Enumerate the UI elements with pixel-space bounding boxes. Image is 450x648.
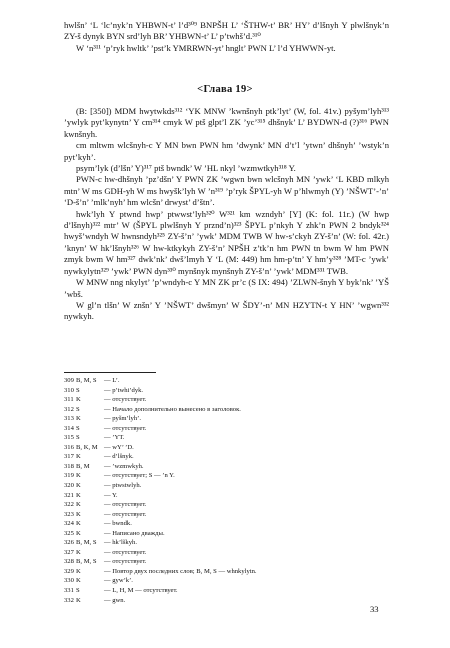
footnote-text: — L, H, M — отсутствует. bbox=[104, 587, 178, 595]
footnote-text: — gyw’k’. bbox=[104, 577, 133, 585]
footnote bbox=[64, 376, 364, 386]
footnote-text: — отсутствует. bbox=[104, 558, 147, 566]
footnote-src: K bbox=[76, 482, 81, 490]
paragraph: W gl’n tlšn’ W znšn’ Y ’NŠWT’ dwšmyn’ W ŠDY’-n’ MN HZYTN-t Y HN’ ’wgwn³³² nywkyh. bbox=[64, 299, 389, 322]
footnote-src: B, M, S bbox=[76, 377, 97, 384]
footnote-num: 327 bbox=[64, 548, 74, 556]
footnote-num: 326 bbox=[64, 539, 74, 547]
footnote bbox=[64, 586, 364, 596]
footnote-text: — wY’ ’D. bbox=[104, 443, 134, 451]
footnote bbox=[64, 471, 364, 481]
footnote-text: — ptwstwlyh. bbox=[104, 482, 142, 490]
footnote-num: 329 bbox=[64, 567, 74, 575]
footnote-src: K bbox=[76, 501, 81, 509]
footnote-num: 315 bbox=[64, 434, 74, 442]
footnote-text: — d’lšnyk. bbox=[104, 453, 134, 461]
footnote-src: K bbox=[76, 529, 81, 537]
footnote-num: 325 bbox=[64, 529, 74, 537]
footnote-src: K bbox=[76, 396, 81, 404]
footnote bbox=[64, 424, 364, 434]
footnote-text: — Повтор двух последних слов; B, M, S — whnkylytn. bbox=[104, 567, 257, 575]
footnote-num: 311 bbox=[64, 396, 74, 404]
footnote-text: — отсутствует; S — ’n Y. bbox=[104, 472, 175, 480]
footnote-num: 322 bbox=[64, 501, 74, 509]
footnote-num: 313 bbox=[64, 415, 74, 423]
footnote-src: K bbox=[76, 453, 81, 461]
footnote-num: 318 bbox=[64, 462, 74, 470]
footnote-num: 314 bbox=[64, 424, 74, 432]
footnote-src: K bbox=[76, 472, 81, 480]
footnote bbox=[64, 414, 364, 424]
footnote-src: K bbox=[76, 577, 81, 585]
footnote-num: 323 bbox=[64, 510, 74, 518]
footnote-num: 321 bbox=[64, 491, 74, 499]
footnote-text: — Начало дополнительно вынесено в заголовок. bbox=[104, 405, 241, 413]
footnote bbox=[64, 481, 364, 491]
paragraph: cm mltwm wlcšnyh-c Y MN bwn PWN hm ’dwynk’ MN d’t’l ’ytwn’ dhšnyh’ ’wstyk’n pyt’kyh’. bbox=[64, 140, 389, 162]
footnote-src: S bbox=[76, 434, 80, 442]
footnote-src: S bbox=[76, 424, 80, 432]
footnote bbox=[64, 491, 364, 501]
footnote bbox=[64, 548, 364, 558]
footnote-src: B, M bbox=[76, 462, 90, 470]
paragraph: hwlšn’ ‘L ‘lc’nyk’n YHBWN-t’ l’d³⁰⁹ BNPŠH L’ ‘ŠTHW-t’ BR’ HY’ d’lšnyh Y plwlšnyk’n ZY-š dynyk BYN srd’lyh BR’ YHBWN-t’ L’ p’twhš’d.³¹⁰ bbox=[64, 20, 389, 42]
footnote bbox=[64, 395, 364, 405]
footnotes bbox=[64, 376, 364, 605]
footnote-num: 330 bbox=[64, 577, 74, 585]
footnote-src: B, M, S bbox=[76, 558, 97, 566]
footnote-src: B, K, M bbox=[76, 443, 98, 451]
top-text-block bbox=[64, 20, 389, 54]
footnote-text: — hk’lškyh. bbox=[104, 539, 137, 547]
footnote-num: 319 bbox=[64, 472, 74, 480]
footnote-text: — отсутствует. bbox=[104, 501, 147, 509]
footnote-text: — ’YT. bbox=[104, 434, 125, 442]
footnote-src: K bbox=[76, 567, 81, 575]
footnote-text: — Написано дважды. bbox=[104, 529, 165, 537]
footnote-src: K bbox=[76, 520, 81, 528]
footnote bbox=[64, 519, 364, 529]
footnote-text: — отсутствует. bbox=[104, 510, 147, 518]
paragraph: W MNW nng nkylyt’ ’p’wndyh-c Y MN ZK pr’c (S IX: 494) ’ZLWN-šnyh Y byk’nk’ ’YŠ ’wbš. bbox=[64, 277, 389, 299]
paragraph: hwk’lyh Y ptwnd hwp’ ptwwst’lyh³²⁰ W³²¹ km wzndyh’ [Y] (K: fol. 11r.) (W hwp d’lšnyh)³²² mtr’ W (ŠPYL plwlšnyh Y prznd’n)³²³ ŠPYL p’nkyh Y zhk’n PWN 2 bndyk³²⁴ hwyš’wndyh W hwnsndyh³²⁵ ZY-š’n’ ’ywk’ MDM TWB W hw-s’ckyh ZY-š’n’ (W: fol. 42r.) ’knyn’ W hk’lšnyh³²⁶ W hw-ktkykyh ZY-š’n’ NPŠH z’tk’n hm PWN tn bwm W hm PWN zmyk bwm W hm³²⁷ dwk’nk’ dwš’lmyh Y ‘L (M: 449) hm hm-p’tn’ Y hm’y³²⁸ ’MT-c ’ywk’ nywkylytn³²⁹ ’ywk’ PWN dyn³³⁰ mynšnyk mynšnyh ZY-š’n’ ’ywk’ MDM³³¹ TWB. bbox=[64, 208, 389, 276]
footnote-num: 331 bbox=[64, 587, 74, 595]
footnote bbox=[64, 538, 364, 548]
footnote-text: — отсутствует. bbox=[104, 396, 147, 404]
footnote bbox=[64, 462, 364, 472]
footnote-src: S bbox=[76, 587, 80, 595]
footnote bbox=[64, 576, 364, 586]
footnote bbox=[64, 452, 364, 462]
chapter-heading: <Глава 19> bbox=[197, 84, 253, 95]
footnote bbox=[64, 567, 364, 577]
footnote-text: — отсутствует. bbox=[104, 548, 147, 556]
footnote-text: — gwn. bbox=[104, 596, 126, 604]
footnote-text: — Y. bbox=[104, 491, 118, 499]
footnote-num: 332 bbox=[64, 596, 74, 604]
footnote-text: — ’wzmwkyh. bbox=[104, 462, 144, 470]
footnote-num: 309 bbox=[64, 377, 74, 384]
footnote-text: — p’twhi’dyk. bbox=[104, 386, 144, 394]
footnote-num: 310 bbox=[64, 386, 74, 394]
footnote bbox=[64, 433, 364, 443]
footnote-src: K bbox=[76, 548, 81, 556]
footnote-text: — bwndk. bbox=[104, 520, 132, 528]
footnote bbox=[64, 557, 364, 567]
footnote-src: S bbox=[76, 386, 80, 394]
footnote-src: K bbox=[76, 491, 81, 499]
footnote bbox=[64, 596, 364, 606]
footnote bbox=[64, 386, 364, 396]
footnote bbox=[64, 529, 364, 539]
footnote bbox=[64, 443, 364, 453]
footnote bbox=[64, 510, 364, 520]
footnote-src: B, M, S bbox=[76, 539, 97, 547]
footnote-num: 328 bbox=[64, 558, 74, 566]
footnote-text: — отсутствует. bbox=[104, 424, 147, 432]
footnote-num: 320 bbox=[64, 482, 74, 490]
chapter-text-block bbox=[64, 106, 389, 323]
footnote-num: 317 bbox=[64, 453, 74, 461]
paragraph: W ‘n³¹¹ ‘p’ryk hwltk’ ’pst’k YMRRWN-yt’ hnglt’ PWN L’ l’d YHWWN-yt. bbox=[76, 42, 336, 53]
footnote-src: K bbox=[76, 596, 81, 604]
footnote-num: 316 bbox=[64, 443, 74, 451]
footnote-num: 324 bbox=[64, 520, 74, 528]
footnote-src: K bbox=[76, 415, 81, 423]
footnote bbox=[64, 500, 364, 510]
footnote bbox=[64, 405, 364, 415]
paragraph: PWN-c hw-dhšnyh ’pz’dšn’ Y PWN ZK ’wgwn bwn wlcšnyh MN ’ywk’ ‘L KBD mlkyh mtn’ W ms GDH-yh W ms hwyšk’lyh W ’n³¹⁹ ’p’ryk ŠPYL-yh W p’hlwmyh (Y) ’NŠWT’-’n’ ‘D-š’n’ ’mlk’nyh’ hm wlcšn’ drwyst’ d’štn’. bbox=[64, 174, 389, 208]
footnote-src: K bbox=[76, 510, 81, 518]
page-number: 33 bbox=[370, 604, 379, 614]
footnote-text: — pyšm’lyh’. bbox=[104, 415, 141, 423]
footnote-num: 312 bbox=[64, 405, 74, 413]
footnote-src: S bbox=[76, 405, 80, 413]
paragraph: psym’lyk (d’lšn’ Y)³¹⁷ ptš bwndk’ W ’HL nkyl ’wzmwtkyh³¹⁸ Y. bbox=[76, 163, 296, 174]
paragraph: (B: [350]) MDM hwytwkds³¹² ‘YK MNW ’kwnšnyh ptk’lyt’ (W, fol. 41v.) pyšym’lyh³¹³ ’ywlyk pyt’kynytn’ Y cm³¹⁴ cmyk W ptš glpt’l ZK ’yc’³¹⁵ dhšnyk’ L’ BYDWN-d (?)³¹⁶ PWN kwnšnyh. bbox=[64, 106, 389, 139]
footnote-divider bbox=[64, 372, 156, 373]
footnote-text: — L’. bbox=[104, 377, 120, 384]
